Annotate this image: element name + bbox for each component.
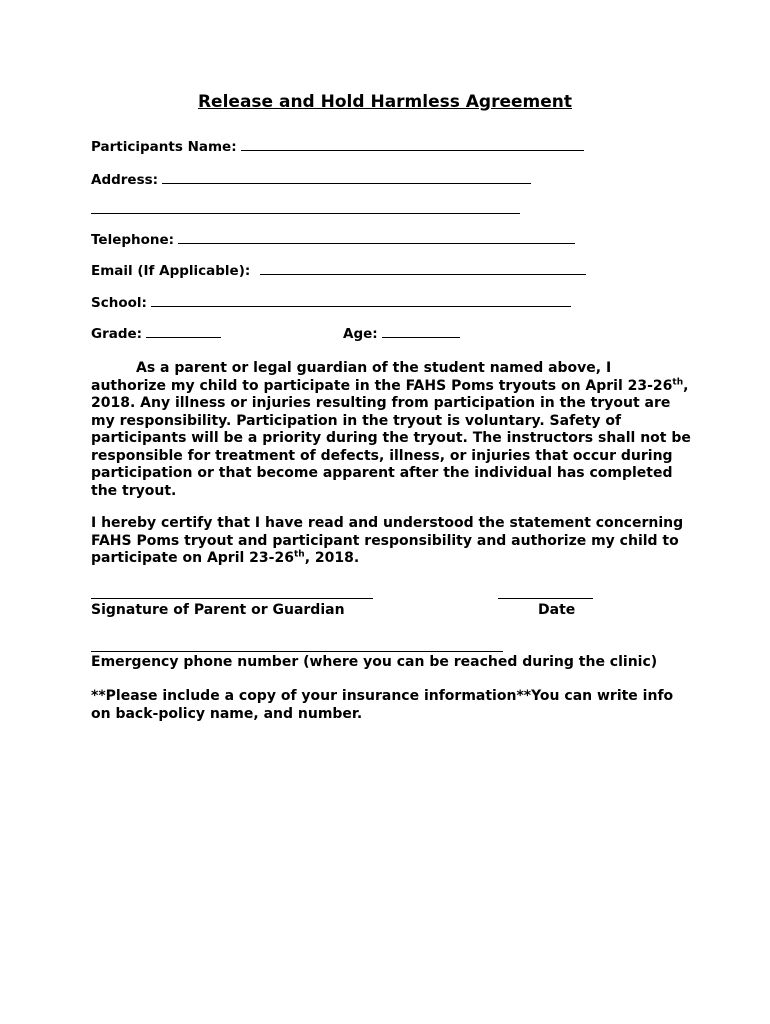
date-label: Date [538,602,576,618]
email-label: Email (If Applicable): [91,263,251,279]
school-label: School: [91,295,147,311]
grade-label: Grade: [91,326,143,342]
address-label: Address: [91,172,159,188]
participant-name-line[interactable] [241,138,584,151]
document-title: Release and Hold Harmless Agreement [197,92,573,112]
certification-text-1: I hereby certify that I have read and understood the statement concerning FAHS Poms tryout and participant responsibility and authorize my child to participate on April 23-26 [91,515,684,566]
school-field [91,294,571,311]
grade-field [91,325,221,342]
age-field [343,325,460,342]
age-label: Age: [343,326,378,342]
email-field [91,262,586,279]
emergency-phone-label: Emergency phone number (where you can be reached during the clinic) [91,654,658,670]
participant-name-field [91,138,584,155]
email-line[interactable] [260,262,586,275]
telephone-field [91,231,575,248]
emergency-phone-line[interactable] [91,651,503,652]
certification-sup: th [293,549,305,560]
address-field [91,171,531,188]
certification-text-2: , 2018. [304,550,360,566]
consent-text-2: , 2018. Any illness or injuries resulting from participation in the tryout are my responsibility. Participation in the tryout is voluntary. Safety of participants will be a priority during the tryout. The instructors shall not be responsible for treatment of defects, illness, or injuries that occur during participation or that become apparent after the individual has completed the tryout. [91,377,691,499]
consent-paragraph [91,360,691,500]
school-line[interactable] [151,294,571,307]
consent-text-1: As a parent or legal guardian of the student named above, I authorize my child to participate in the FAHS Poms tryouts on April 23-26 [91,360,673,394]
telephone-label: Telephone: [91,232,175,248]
participant-name-label: Participants Name: [91,139,237,155]
telephone-line[interactable] [178,231,575,244]
signature-label: Signature of Parent or Guardian [91,602,345,618]
date-line[interactable] [498,598,593,599]
consent-sup: th [672,376,684,387]
grade-line[interactable] [146,325,221,338]
age-line[interactable] [382,325,460,338]
address-line-2[interactable] [91,213,520,214]
insurance-note: **Please include a copy of your insurance information**You can write info on back-policy name, and number. [91,688,674,722]
address-line[interactable] [162,171,531,184]
certification-paragraph [91,515,691,568]
signature-line[interactable] [91,598,373,599]
